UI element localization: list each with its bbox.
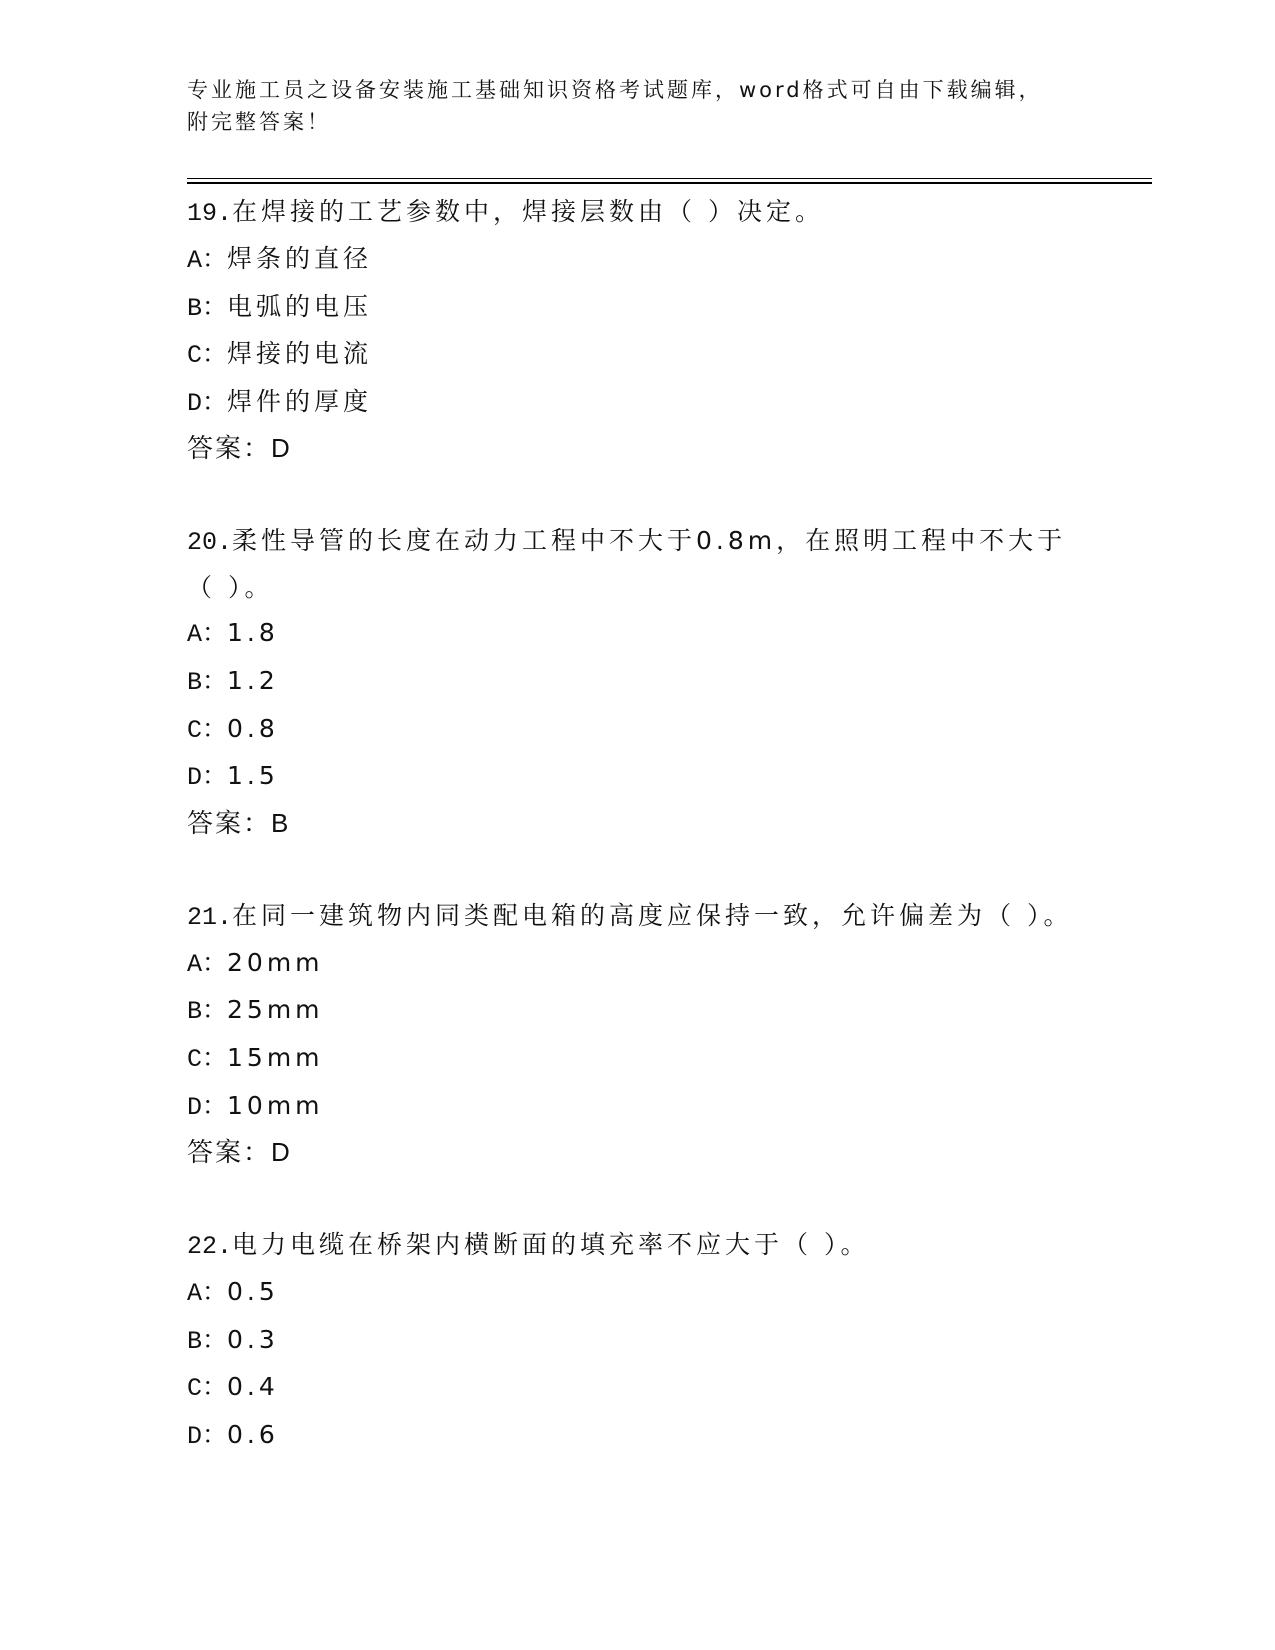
option-letter: B： (187, 667, 228, 697)
option-text: 0.4 (227, 1372, 279, 1402)
question-text: 在同一建筑物内同类配电箱的高度应保持一致，允许偏差为（ ）。 (232, 900, 1073, 930)
option-a (187, 610, 1087, 658)
option-d (187, 1412, 1087, 1460)
header-line-2: 附完整答案！ (187, 110, 331, 134)
question-text: 柔性导管的长度在动力工程中不大于0.8m，在照明工程中不大于（ ）。 (187, 526, 1067, 603)
option-a (187, 236, 1087, 284)
option-text: 1.5 (227, 761, 279, 791)
question-19 (187, 189, 1087, 472)
option-text: 0.6 (227, 1419, 279, 1449)
option-text: 25mm (227, 995, 324, 1025)
answer-line (187, 801, 1087, 847)
header-divider-thin (187, 178, 1152, 179)
option-letter: D： (187, 1421, 228, 1451)
option-d (187, 379, 1087, 427)
option-letter: A： (187, 620, 228, 650)
option-b (187, 658, 1087, 706)
option-letter: A： (187, 949, 228, 979)
question-stem (187, 518, 1087, 610)
option-d (187, 753, 1087, 801)
question-20 (187, 518, 1087, 846)
option-text: 焊件的厚度 (227, 386, 373, 416)
option-letter: D： (187, 1092, 228, 1122)
answer-value: B (271, 807, 291, 838)
option-letter: A： (187, 1279, 228, 1309)
option-letter: D： (187, 388, 228, 418)
option-a (187, 940, 1087, 988)
header-line-1: 专业施工员之设备安装施工基础知识资格考试题库，word格式可自由下载编辑， (187, 78, 1043, 102)
option-c (187, 1364, 1087, 1412)
option-text: 焊接的电流 (227, 339, 373, 369)
answer-label: 答案： (187, 1138, 272, 1169)
option-c (187, 706, 1087, 754)
option-text: 0.5 (227, 1277, 279, 1307)
question-list (187, 189, 1087, 1506)
question-stem (187, 1222, 1087, 1269)
option-text: 20mm (227, 947, 324, 977)
option-text: 15mm (227, 1042, 324, 1072)
answer-label: 答案： (187, 434, 272, 465)
question-number: 20. (187, 528, 233, 558)
option-letter: C： (187, 1044, 228, 1074)
option-text: 1.2 (227, 665, 279, 695)
question-22 (187, 1222, 1087, 1459)
option-c (187, 331, 1087, 379)
option-text: 焊条的直径 (227, 244, 373, 273)
option-letter: C： (187, 1374, 228, 1404)
option-text: 0.8 (227, 713, 279, 743)
question-stem (187, 189, 1087, 236)
option-letter: D： (187, 763, 228, 793)
option-c (187, 1035, 1087, 1083)
option-letter: C： (187, 341, 228, 371)
option-text: 电弧的电压 (227, 291, 373, 321)
option-a (187, 1269, 1087, 1317)
option-letter: A： (187, 246, 228, 275)
option-text: 10mm (227, 1090, 324, 1120)
question-text: 电力电缆在桥架内横断面的填充率不应大于（ ）。 (232, 1230, 870, 1260)
question-number: 19. (187, 199, 233, 228)
question-number: 21. (187, 902, 233, 932)
option-d (187, 1083, 1087, 1131)
option-b (187, 987, 1087, 1035)
option-text: 0.3 (227, 1324, 279, 1354)
question-number: 22. (187, 1232, 233, 1262)
option-letter: B： (187, 293, 228, 323)
option-letter: C： (187, 715, 228, 745)
question-text: 在焊接的工艺参数中，焊接层数由（ ）决定。 (232, 197, 824, 226)
option-b (187, 284, 1087, 332)
answer-value: D (271, 1137, 292, 1168)
question-21 (187, 893, 1087, 1176)
question-stem (187, 893, 1087, 940)
answer-label: 答案： (187, 808, 272, 839)
answer-line (187, 426, 1087, 472)
header-divider-thick (187, 182, 1152, 184)
option-letter: B： (187, 1326, 228, 1356)
option-b (187, 1317, 1087, 1365)
answer-value: D (271, 433, 292, 464)
answer-line (187, 1130, 1087, 1176)
option-letter: B： (187, 997, 228, 1027)
document-header (187, 74, 1087, 138)
option-text: 1.8 (227, 618, 279, 648)
